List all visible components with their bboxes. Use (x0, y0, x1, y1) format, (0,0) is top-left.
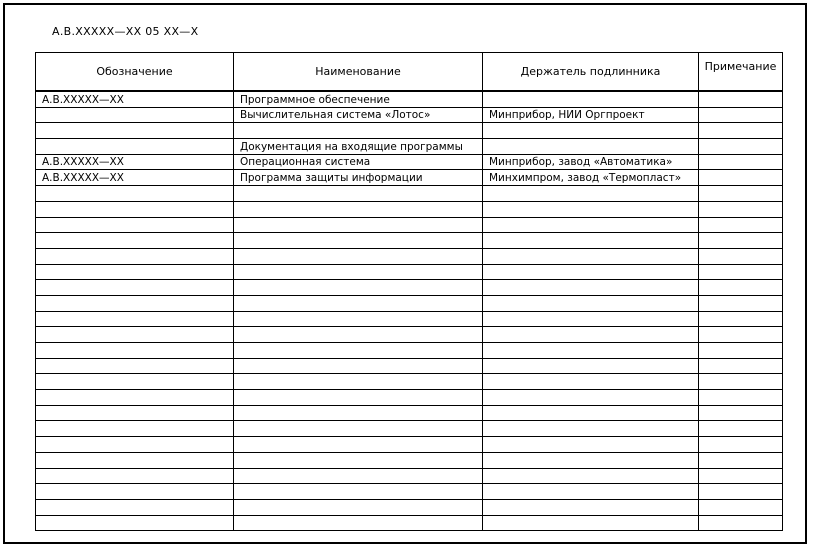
cell-empty (36, 233, 234, 249)
cell-designation (36, 107, 234, 123)
cell-designation: А.В.XXXXX—XX (36, 154, 234, 170)
table-row-empty (36, 327, 783, 343)
cell-empty (234, 248, 483, 264)
cell-empty (483, 217, 699, 233)
cell-empty (699, 452, 783, 468)
cell-designation: А.В.XXXXX—XX (36, 91, 234, 107)
cell-note (699, 170, 783, 186)
cell-empty (699, 233, 783, 249)
cell-empty (36, 280, 234, 296)
cell-note (699, 91, 783, 107)
cell-empty (699, 217, 783, 233)
cell-empty (234, 233, 483, 249)
cell-empty (699, 343, 783, 359)
specification-table (35, 52, 783, 531)
cell-empty (234, 437, 483, 453)
cell-name: Программное обеспечение (234, 91, 483, 107)
table-row (36, 107, 783, 123)
cell-empty (234, 421, 483, 437)
table-row-empty (36, 295, 783, 311)
table-row-empty (36, 264, 783, 280)
cell-empty (36, 468, 234, 484)
cell-empty (483, 390, 699, 406)
cell-empty (699, 186, 783, 202)
cell-empty (483, 358, 699, 374)
cell-name: Документация на входящие программы (234, 139, 483, 155)
cell-name: Программа защиты информации (234, 170, 483, 186)
cell-empty (699, 421, 783, 437)
table-row (36, 123, 783, 139)
table-row-empty (36, 484, 783, 500)
cell-empty (699, 248, 783, 264)
cell-note (699, 107, 783, 123)
table-row-empty (36, 374, 783, 390)
cell-empty (234, 295, 483, 311)
table-row-empty (36, 248, 783, 264)
cell-empty (483, 233, 699, 249)
cell-designation (36, 123, 234, 139)
cell-empty (36, 452, 234, 468)
cell-note (699, 123, 783, 139)
cell-empty (234, 468, 483, 484)
cell-empty (699, 374, 783, 390)
cell-empty (483, 327, 699, 343)
table-row-empty (36, 201, 783, 217)
cell-empty (36, 264, 234, 280)
table-row-empty (36, 186, 783, 202)
cell-empty (483, 248, 699, 264)
cell-empty (36, 201, 234, 217)
table-row-empty (36, 280, 783, 296)
cell-empty (36, 186, 234, 202)
header-designation: Обозначение (36, 53, 234, 92)
cell-empty (483, 499, 699, 515)
cell-name: Вычислительная система «Лотос» (234, 107, 483, 123)
table-row-empty (36, 452, 783, 468)
cell-empty (483, 295, 699, 311)
cell-holder: Минприбор, НИИ Оргпроект (483, 107, 699, 123)
cell-holder (483, 123, 699, 139)
cell-empty (699, 437, 783, 453)
cell-empty (36, 499, 234, 515)
table-row-empty (36, 468, 783, 484)
cell-empty (234, 186, 483, 202)
cell-holder (483, 139, 699, 155)
table-row (36, 91, 783, 107)
cell-empty (483, 374, 699, 390)
cell-empty (483, 280, 699, 296)
cell-empty (699, 405, 783, 421)
cell-empty (483, 186, 699, 202)
table-row-empty (36, 217, 783, 233)
cell-empty (699, 295, 783, 311)
cell-empty (483, 437, 699, 453)
table-row (36, 154, 783, 170)
cell-empty (699, 515, 783, 531)
cell-note (699, 139, 783, 155)
table-row-empty (36, 437, 783, 453)
cell-empty (234, 280, 483, 296)
cell-empty (234, 374, 483, 390)
cell-empty (483, 201, 699, 217)
cell-empty (234, 484, 483, 500)
cell-empty (483, 405, 699, 421)
cell-empty (699, 390, 783, 406)
cell-empty (234, 264, 483, 280)
header-name: Наименование (234, 53, 483, 92)
cell-empty (36, 248, 234, 264)
table-row (36, 139, 783, 155)
table-row (36, 170, 783, 186)
header-note: Примечание (699, 53, 783, 92)
table-row-empty (36, 343, 783, 359)
cell-empty (234, 452, 483, 468)
document-code: А.В.XXXXX—XX 05 XX—X (52, 25, 199, 38)
cell-empty (483, 311, 699, 327)
cell-empty (234, 358, 483, 374)
cell-designation: А.В.XXXXX—XX (36, 170, 234, 186)
cell-empty (36, 421, 234, 437)
cell-empty (699, 358, 783, 374)
table-row-empty (36, 421, 783, 437)
table-header-row (36, 53, 783, 92)
cell-empty (699, 327, 783, 343)
cell-empty (234, 499, 483, 515)
cell-empty (699, 311, 783, 327)
cell-empty (36, 374, 234, 390)
table-row-empty (36, 390, 783, 406)
cell-empty (36, 437, 234, 453)
cell-empty (699, 201, 783, 217)
cell-empty (699, 484, 783, 500)
cell-empty (234, 405, 483, 421)
cell-holder (483, 91, 699, 107)
table-row-empty (36, 311, 783, 327)
cell-empty (483, 468, 699, 484)
table-row-empty (36, 233, 783, 249)
cell-empty (483, 264, 699, 280)
cell-designation (36, 139, 234, 155)
cell-empty (36, 405, 234, 421)
cell-empty (483, 515, 699, 531)
table-row-empty (36, 358, 783, 374)
cell-empty (36, 343, 234, 359)
cell-empty (483, 484, 699, 500)
cell-empty (234, 390, 483, 406)
cell-name (234, 123, 483, 139)
cell-empty (36, 217, 234, 233)
cell-empty (36, 327, 234, 343)
cell-empty (699, 264, 783, 280)
table-row-empty (36, 405, 783, 421)
cell-empty (234, 201, 483, 217)
cell-empty (483, 343, 699, 359)
cell-empty (699, 468, 783, 484)
cell-note (699, 154, 783, 170)
cell-empty (36, 484, 234, 500)
cell-empty (483, 421, 699, 437)
cell-empty (234, 311, 483, 327)
cell-holder: Минхимпром, завод «Термопласт» (483, 170, 699, 186)
cell-name: Операционная система (234, 154, 483, 170)
cell-empty (234, 515, 483, 531)
table-row-empty (36, 515, 783, 531)
cell-empty (483, 452, 699, 468)
cell-empty (36, 295, 234, 311)
cell-empty (699, 280, 783, 296)
table-row-empty (36, 499, 783, 515)
header-holder: Держатель подлинника (483, 53, 699, 92)
cell-holder: Минприбор, завод «Автоматика» (483, 154, 699, 170)
cell-empty (36, 390, 234, 406)
cell-empty (234, 217, 483, 233)
cell-empty (36, 515, 234, 531)
cell-empty (36, 358, 234, 374)
cell-empty (234, 327, 483, 343)
cell-empty (36, 311, 234, 327)
cell-empty (234, 343, 483, 359)
cell-empty (699, 499, 783, 515)
